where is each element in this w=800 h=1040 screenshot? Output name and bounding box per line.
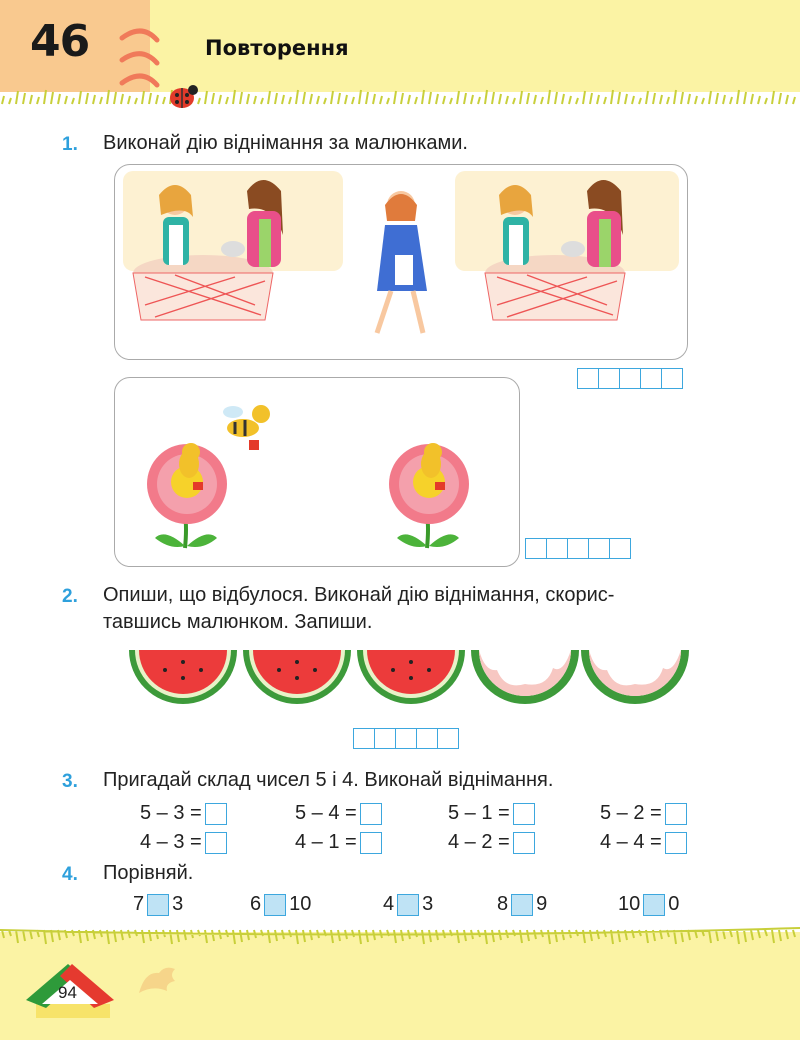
equation: 5 – 4 = [295, 802, 382, 825]
equation: 4 – 2 = [448, 831, 535, 854]
bees-illustration [115, 378, 519, 566]
girls-illustration [115, 165, 687, 359]
eaten-watermelon-rind [471, 650, 579, 704]
grass-border-top [0, 80, 800, 106]
equation: 5 – 1 = [448, 802, 535, 825]
flower-left [147, 443, 227, 548]
comparison: 4 3 [383, 893, 434, 915]
task-1-text: Виконай дію віднімання за малюнками. [103, 132, 468, 154]
answer-cells-1a[interactable] [578, 368, 683, 389]
equation: 4 – 4 = [600, 831, 687, 854]
task-3-text: Пригадай склад чисел 5 і 4. Виконай віднімання. [103, 769, 554, 791]
watermelon-slice [243, 650, 351, 704]
task-2-text-line2: тавшись малюнком. Запиши. [103, 611, 373, 633]
watermelon-slices [125, 644, 695, 716]
answer-cells-2[interactable] [354, 728, 459, 749]
compare-box[interactable] [147, 894, 169, 916]
compare-box[interactable] [643, 894, 665, 916]
compare-box[interactable] [511, 894, 533, 916]
task-2-text: Опиши, що відбулося. Виконай дію віднімання, скорис- [103, 584, 615, 606]
comparison: 10 0 [618, 893, 680, 915]
answer-cells-1b[interactable] [526, 538, 631, 559]
leaf-decoration-icon [135, 963, 181, 999]
task-4-text: Порівняй. [103, 862, 194, 884]
compare-box[interactable] [264, 894, 286, 916]
task-3-number: 3. [62, 771, 78, 792]
eaten-watermelon-rind [581, 650, 689, 704]
lesson-title: Повторення [205, 36, 349, 60]
comparison: 7 3 [133, 893, 184, 915]
equation: 4 – 3 = [140, 831, 227, 854]
bees-picture-panel [114, 377, 520, 567]
answer-box[interactable] [360, 803, 382, 825]
answer-box[interactable] [360, 832, 382, 854]
page-number: 94 [58, 983, 77, 1002]
flying-bee [223, 405, 270, 450]
girls-picture-panel [114, 164, 688, 360]
task-2-number: 2. [62, 586, 78, 607]
answer-box[interactable] [205, 832, 227, 854]
comparison: 6 10 [250, 893, 312, 915]
task-1-number: 1. [62, 134, 78, 155]
equation: 5 – 3 = [140, 802, 227, 825]
watermelon-slice [357, 650, 465, 704]
answer-box[interactable] [665, 832, 687, 854]
grass-border-bottom [0, 920, 800, 950]
compare-box[interactable] [397, 894, 419, 916]
answer-box[interactable] [205, 803, 227, 825]
lesson-number: 46 [30, 16, 90, 67]
comparison: 8 9 [497, 893, 548, 915]
flower-right [389, 443, 469, 548]
ladybug-icon [163, 80, 201, 112]
answer-box[interactable] [513, 832, 535, 854]
answer-box[interactable] [665, 803, 687, 825]
equation: 5 – 2 = [600, 802, 687, 825]
equation: 4 – 1 = [295, 831, 382, 854]
task-4-number: 4. [62, 864, 78, 885]
answer-box[interactable] [513, 803, 535, 825]
watermelon-slice [129, 650, 237, 704]
